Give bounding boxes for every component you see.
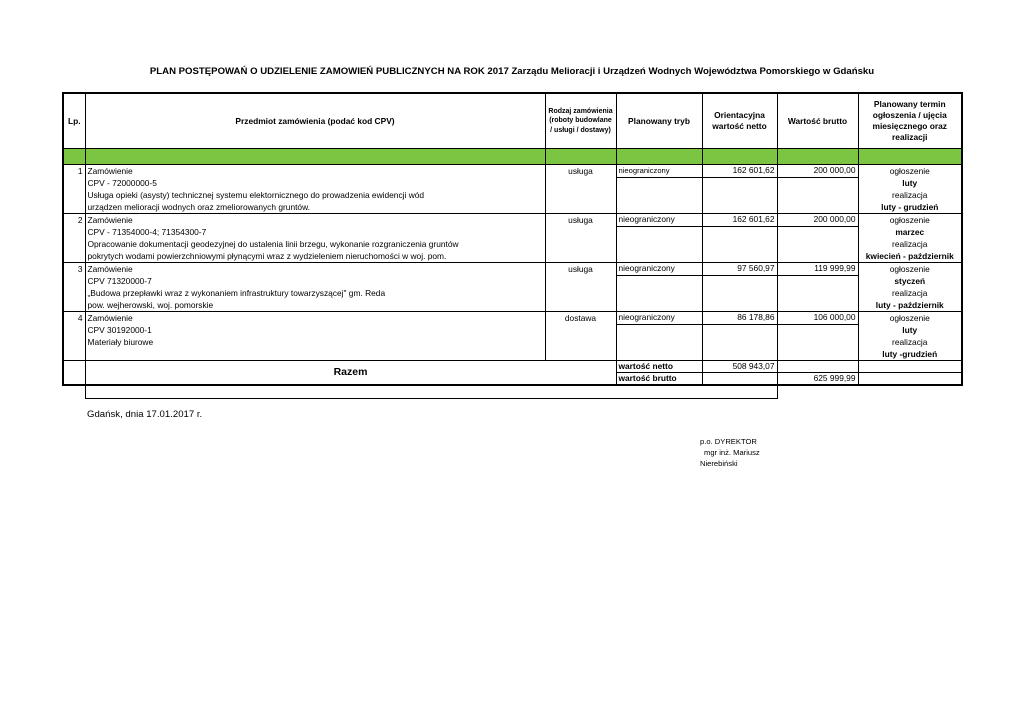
green-separator-row bbox=[63, 149, 962, 165]
row-rodzaj bbox=[545, 336, 616, 348]
summary-row-netto bbox=[63, 361, 962, 373]
table-row bbox=[63, 165, 962, 178]
row-tryb bbox=[616, 336, 702, 348]
row-netto bbox=[702, 250, 777, 263]
row-tryb bbox=[616, 189, 702, 201]
row-termin: realizacja bbox=[858, 189, 962, 201]
row-lp bbox=[63, 201, 85, 214]
row-rodzaj bbox=[545, 177, 616, 189]
row-rodzaj bbox=[545, 299, 616, 312]
row-tryb bbox=[616, 201, 702, 214]
row-rodzaj: dostawa bbox=[545, 312, 616, 325]
row-brutto bbox=[777, 275, 858, 287]
row-brutto bbox=[777, 201, 858, 214]
table-row bbox=[63, 238, 962, 250]
row-rodzaj: usługa bbox=[545, 263, 616, 276]
row-netto bbox=[702, 226, 777, 238]
row-netto bbox=[702, 336, 777, 348]
row-termin: ogłoszenie bbox=[858, 214, 962, 227]
row-description-line: Zamówienie bbox=[85, 214, 545, 227]
row-termin: kwiecień - październik bbox=[858, 250, 962, 263]
table-row bbox=[63, 250, 962, 263]
row-description-line: CPV 71320000-7 bbox=[85, 275, 545, 287]
netto-total-label: wartość netto bbox=[616, 361, 702, 373]
row-brutto bbox=[777, 177, 858, 189]
row-lp: 4 bbox=[63, 312, 85, 325]
signature-line: Nierebiński bbox=[700, 459, 738, 468]
row-description-line: Materiały biurowe bbox=[85, 336, 545, 348]
row-tryb: nieograniczony bbox=[616, 312, 702, 325]
row-tryb bbox=[616, 348, 702, 361]
row-netto bbox=[702, 275, 777, 287]
header-termin: Planowany termin ogłoszenia / ujęcia miesięcznego oraz realizacji bbox=[858, 93, 962, 149]
row-tryb: nieograniczony bbox=[616, 214, 702, 227]
row-lp bbox=[63, 336, 85, 348]
row-termin: ogłoszenie bbox=[858, 165, 962, 178]
row-description-line: CPV 30192000-1 bbox=[85, 324, 545, 336]
row-tryb: nieograniczony bbox=[616, 165, 702, 178]
row-lp: 2 bbox=[63, 214, 85, 227]
row-lp bbox=[63, 348, 85, 361]
row-termin: realizacja bbox=[858, 238, 962, 250]
signature-block bbox=[700, 436, 760, 469]
row-tryb bbox=[616, 238, 702, 250]
page-title: PLAN POSTĘPOWAŃ O UDZIELENIE ZAMOWIEŃ PUBLICZNYCH NA ROK 2017 Zarządu Melioracji i Urządzeń Wodnych Województwa Pomorskiego w Gdańsku bbox=[149, 66, 875, 77]
row-description-line: CPV - 71354000-4; 71354300-7 bbox=[85, 226, 545, 238]
netto-total-value: 508 943,07 bbox=[702, 361, 777, 373]
table-row bbox=[63, 275, 962, 287]
row-brutto bbox=[777, 189, 858, 201]
row-rodzaj bbox=[545, 201, 616, 214]
row-lp bbox=[63, 189, 85, 201]
row-brutto: 200 000,00 bbox=[777, 165, 858, 178]
row-rodzaj bbox=[545, 324, 616, 336]
row-brutto: 200 000,00 bbox=[777, 214, 858, 227]
row-netto bbox=[702, 177, 777, 189]
row-description-line: pokrytych wodami powierzchniowymi płynącymi wraz z wydzieleniem nieruchomości w woj. pom. bbox=[85, 250, 545, 263]
row-rodzaj bbox=[545, 250, 616, 263]
row-rodzaj bbox=[545, 226, 616, 238]
row-description-line: „Budowa przepławki wraz z wykonaniem infrastruktury towarzyszącej" gm. Reda bbox=[85, 287, 545, 299]
row-lp bbox=[63, 238, 85, 250]
row-termin: luty - grudzień bbox=[858, 201, 962, 214]
row-rodzaj bbox=[545, 189, 616, 201]
row-netto bbox=[702, 299, 777, 312]
row-tryb bbox=[616, 287, 702, 299]
row-rodzaj bbox=[545, 275, 616, 287]
header-netto: Orientacyjna wartość netto bbox=[702, 93, 777, 149]
row-description-line: Zamówienie bbox=[85, 263, 545, 276]
row-termin: realizacja bbox=[858, 336, 962, 348]
row-lp bbox=[63, 226, 85, 238]
table-row bbox=[63, 336, 962, 348]
brutto-total-label: wartość brutto bbox=[616, 373, 702, 386]
row-termin: luty bbox=[858, 177, 962, 189]
row-brutto bbox=[777, 324, 858, 336]
row-netto: 162 601,62 bbox=[702, 214, 777, 227]
row-brutto bbox=[777, 226, 858, 238]
table-row bbox=[63, 201, 962, 214]
row-rodzaj: usługa bbox=[545, 214, 616, 227]
row-rodzaj bbox=[545, 238, 616, 250]
row-tryb bbox=[616, 299, 702, 312]
table-row bbox=[63, 348, 962, 361]
row-description-line: Opracowanie dokumentacji geodezyjnej do ustalenia linii brzegu, wykonanie rozgraniczenia gruntów bbox=[85, 238, 545, 250]
row-lp bbox=[63, 250, 85, 263]
row-tryb bbox=[616, 275, 702, 287]
row-lp bbox=[63, 287, 85, 299]
razem-label: Razem bbox=[85, 361, 616, 386]
row-netto bbox=[702, 287, 777, 299]
row-netto: 86 178,86 bbox=[702, 312, 777, 325]
row-netto bbox=[702, 238, 777, 250]
brutto-total-value: 625 999,99 bbox=[777, 373, 858, 386]
row-rodzaj bbox=[545, 348, 616, 361]
row-description-line: Zamówienie bbox=[85, 312, 545, 325]
row-netto: 97 560,97 bbox=[702, 263, 777, 276]
row-brutto bbox=[777, 299, 858, 312]
row-termin: styczeń bbox=[858, 275, 962, 287]
table-bottom-extension bbox=[63, 385, 962, 399]
row-termin: realizacja bbox=[858, 287, 962, 299]
row-brutto bbox=[777, 336, 858, 348]
row-rodzaj: usługa bbox=[545, 165, 616, 178]
row-description-line: Zamówienie bbox=[85, 165, 545, 178]
row-termin: luty - październik bbox=[858, 299, 962, 312]
procurement-plan-table bbox=[62, 92, 963, 399]
row-lp: 3 bbox=[63, 263, 85, 276]
header-lp: Lp. bbox=[63, 93, 85, 149]
row-description-line: CPV - 72000000-5 bbox=[85, 177, 545, 189]
header-tryb: Planowany tryb bbox=[616, 93, 702, 149]
header-rodzaj: Rodzaj zamówienia (roboty budowlane / usługi / dostawy) bbox=[545, 93, 616, 149]
row-description-line: urządzen melioracji wodnych oraz zmeliorowanych gruntów. bbox=[85, 201, 545, 214]
header-przedmiot: Przedmiot zamówienia (podać kod CPV) bbox=[85, 93, 545, 149]
row-termin: ogłoszenie bbox=[858, 263, 962, 276]
document-date: Gdańsk, dnia 17.01.2017 r. bbox=[87, 409, 203, 420]
row-tryb: nieograniczony bbox=[616, 263, 702, 276]
row-lp bbox=[63, 299, 85, 312]
row-termin: ogłoszenie bbox=[858, 312, 962, 325]
table-row bbox=[63, 312, 962, 325]
row-netto bbox=[702, 324, 777, 336]
row-brutto bbox=[777, 238, 858, 250]
signature-line: mgr inż. Mariusz bbox=[704, 448, 760, 457]
row-brutto bbox=[777, 348, 858, 361]
row-brutto bbox=[777, 250, 858, 263]
row-tryb bbox=[616, 324, 702, 336]
signature-line: p.o. DYREKTOR bbox=[700, 437, 757, 446]
row-netto bbox=[702, 348, 777, 361]
row-brutto: 106 000,00 bbox=[777, 312, 858, 325]
row-rodzaj bbox=[545, 287, 616, 299]
table-row bbox=[63, 299, 962, 312]
table-row bbox=[63, 287, 962, 299]
row-lp bbox=[63, 177, 85, 189]
table-row bbox=[63, 263, 962, 276]
row-brutto bbox=[777, 287, 858, 299]
row-description-line: Usługa opieki (asysty) technicznej systemu elektornicznego do prowadzenia ewidencji wód bbox=[85, 189, 545, 201]
table-row bbox=[63, 214, 962, 227]
row-termin: marzec bbox=[858, 226, 962, 238]
row-description-line: pow. wejherowski, woj. pomorskie bbox=[85, 299, 545, 312]
row-lp bbox=[63, 324, 85, 336]
row-tryb bbox=[616, 250, 702, 263]
row-tryb bbox=[616, 177, 702, 189]
table-row bbox=[63, 324, 962, 336]
row-netto bbox=[702, 189, 777, 201]
row-netto: 162 601,62 bbox=[702, 165, 777, 178]
row-tryb bbox=[616, 226, 702, 238]
table-header-row bbox=[63, 93, 962, 149]
table-row bbox=[63, 177, 962, 189]
header-brutto: Wartość brutto bbox=[777, 93, 858, 149]
row-termin: luty bbox=[858, 324, 962, 336]
row-termin: luty -grudzień bbox=[858, 348, 962, 361]
row-brutto: 119 999,99 bbox=[777, 263, 858, 276]
table-row bbox=[63, 226, 962, 238]
row-lp: 1 bbox=[63, 165, 85, 178]
table-row bbox=[63, 189, 962, 201]
row-lp bbox=[63, 275, 85, 287]
row-description-line bbox=[85, 348, 545, 361]
row-netto bbox=[702, 201, 777, 214]
